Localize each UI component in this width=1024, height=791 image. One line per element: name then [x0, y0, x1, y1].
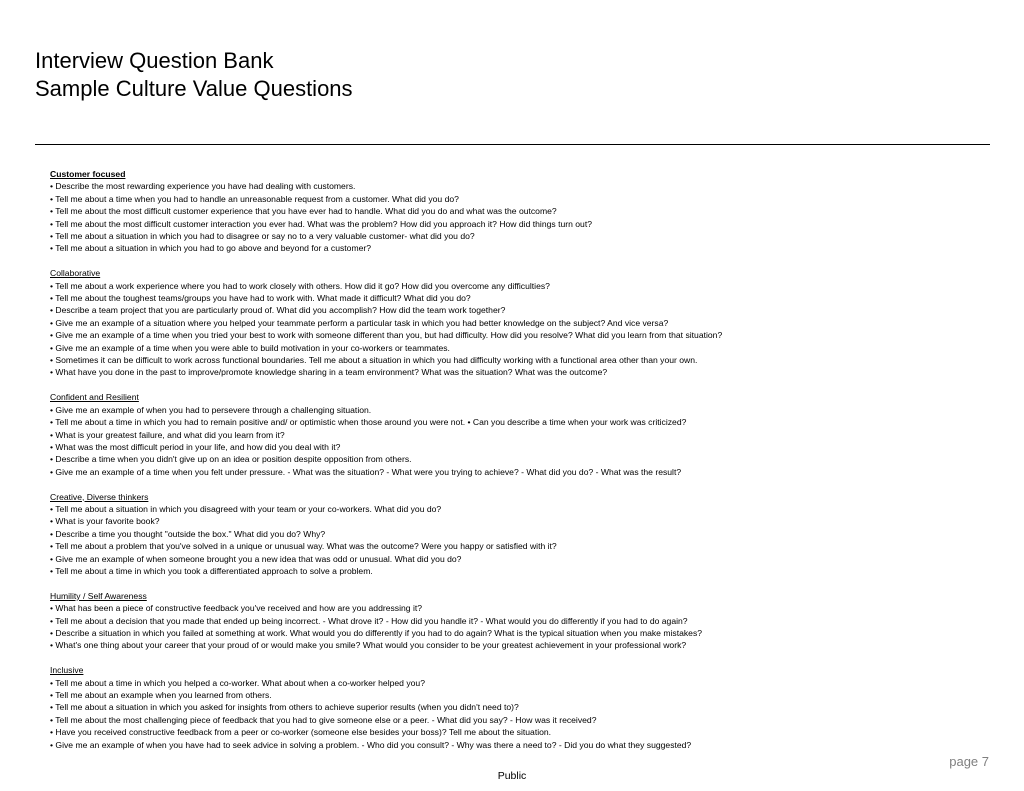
title-divider [35, 144, 990, 145]
question-item: • Give me an example of a time when you felt under pressure. - What was the situation? - What were you trying to achieve? - What did you do? - What was the result? [50, 466, 682, 477]
question-item: • Tell me about a situation in which you disagreed with your team or your co-workers. What did you do? [50, 503, 442, 514]
question-item: • What is your favorite book? [50, 516, 160, 527]
question-item: • Describe a team project that you are particularly proud of. What did you accomplish? How did the team work together? [50, 305, 506, 316]
page-subtitle: Sample Culture Value Questions [35, 76, 353, 101]
question-item: • Tell me about a time when you had to handle an unreasonable request from a customer. What did you do? [50, 193, 459, 204]
question-item: • Give me an example of when you had to persevere through a challenging situation. [50, 404, 372, 415]
question-item: • Tell me about a time in which you had to remain positive and/ or optimistic when those around you were not. • Can you describe a time when your work was criticized? [50, 417, 687, 428]
question-item: • Tell me about the most challenging piece of feedback that you had to give someone else or a peer. - What did you say? - How was it received? [50, 714, 597, 725]
section-heading: Inclusive [50, 665, 84, 676]
question-item: • Sometimes it can be difficult to work across functional boundaries. Tell me about a situation in which you had difficulty working with a functional area other than your own. [50, 355, 698, 366]
page-number: page 7 [949, 754, 989, 769]
question-item: • Describe a time when you didn't give up on an idea or position despite opposition from others. [50, 454, 412, 465]
classification-label: Public [497, 770, 527, 782]
question-item: • Describe a situation in which you failed at something at work. What would you do differently if you had to do again? What is the typical situation when you make mistakes? [50, 627, 703, 638]
question-item: • Tell me about an example when you learned from others. [50, 689, 272, 700]
question-item: • Tell me about the toughest teams/groups you have had to work with. What made it difficult? What did you do? [50, 293, 471, 304]
question-item: • Give me an example of when you have had to seek advice in solving a problem. - Who did you consult? - Why was there a need to? - Did you do what they suggested? [50, 739, 692, 750]
question-item: • Give me an example of a situation where you helped your teammate perform a particular task in which you had better knowledge on the subject? And vice versa? [50, 317, 669, 328]
question-item: • Tell me about the most difficult customer interaction you ever had. What was the problem? How did you approach it? How did things turn out? [50, 218, 592, 229]
section-heading: Creative, Diverse thinkers [50, 491, 149, 502]
question-item: • Tell me about a decision that you made that ended up being incorrect. - What drove it? - How did you handle it? - What would you do differently if you had to do again? [50, 615, 688, 626]
section-heading: Customer focused [50, 169, 126, 179]
page-title: Interview Question Bank [35, 48, 274, 73]
question-item: • Tell me about a situation in which you had to disagree or say no to a very valuable customer- what did you do? [50, 231, 475, 242]
section-heading: Confident and Resilient [50, 392, 139, 403]
question-section [50, 664, 980, 751]
question-item: • Give me an example of a time when you were able to build motivation in your co-workers or teammates. [50, 342, 450, 353]
question-item: • What have you done in the past to improve/promote knowledge sharing in a team environment? What was the situation? What was the outcome? [50, 367, 608, 378]
question-section [50, 491, 980, 578]
question-item: • Give me an example of a time when you tried your best to work with someone different than you, but had difficulty. How did you resolve? What did you learn from that situation? [50, 330, 723, 341]
question-list [50, 168, 980, 763]
question-item: • Tell me about the most difficult customer experience that you have ever had to handle. What did you do and what was the outcome? [50, 206, 557, 217]
question-item: • Tell me about a situation in which you had to go above and beyond for a customer? [50, 243, 372, 254]
question-item: • Tell me about a time in which you took a differentiated approach to solve a problem. [50, 565, 373, 576]
question-section [50, 590, 980, 652]
question-section [50, 391, 980, 478]
title-block [35, 47, 353, 103]
question-item: • What is your greatest failure, and what did you learn from it? [50, 429, 285, 440]
question-item: • Describe the most rewarding experience you have had dealing with customers. [50, 181, 356, 192]
question-item: • Tell me about a work experience where you had to work closely with others. How did it go? How did you overcome any difficulties? [50, 280, 550, 291]
question-section [50, 267, 980, 379]
question-item: • Tell me about a situation in which you asked for insights from others to achieve superior results (when you didn't need to)? [50, 702, 519, 713]
question-item: • Tell me about a problem that you've solved in a unique or unusual way. What was the outcome? Were you happy or satisfied with it? [50, 541, 557, 552]
question-item: • Give me an example of when someone brought you a new idea that was odd or unusual. What did you do? [50, 553, 462, 564]
section-heading: Collaborative [50, 268, 101, 279]
question-section [50, 168, 980, 255]
question-item: • What has been a piece of constructive feedback you've received and how are you addressing it? [50, 603, 423, 614]
question-item: • What's one thing about your career that your proud of or would make you smile? What would you consider to be your greatest achievement in your professional work? [50, 640, 687, 651]
question-item: • Describe a time you thought "outside the box." What did you do? Why? [50, 528, 326, 539]
question-item: • What was the most difficult period in your life, and how did you deal with it? [50, 441, 341, 452]
question-item: • Tell me about a time in which you helped a co-worker. What about when a co-worker helped you? [50, 677, 425, 688]
question-item: • Have you received constructive feedback from a peer or co-worker (someone else besides your boss)? Tell me about the situation. [50, 727, 552, 738]
section-heading: Humility / Self Awareness [50, 590, 147, 601]
